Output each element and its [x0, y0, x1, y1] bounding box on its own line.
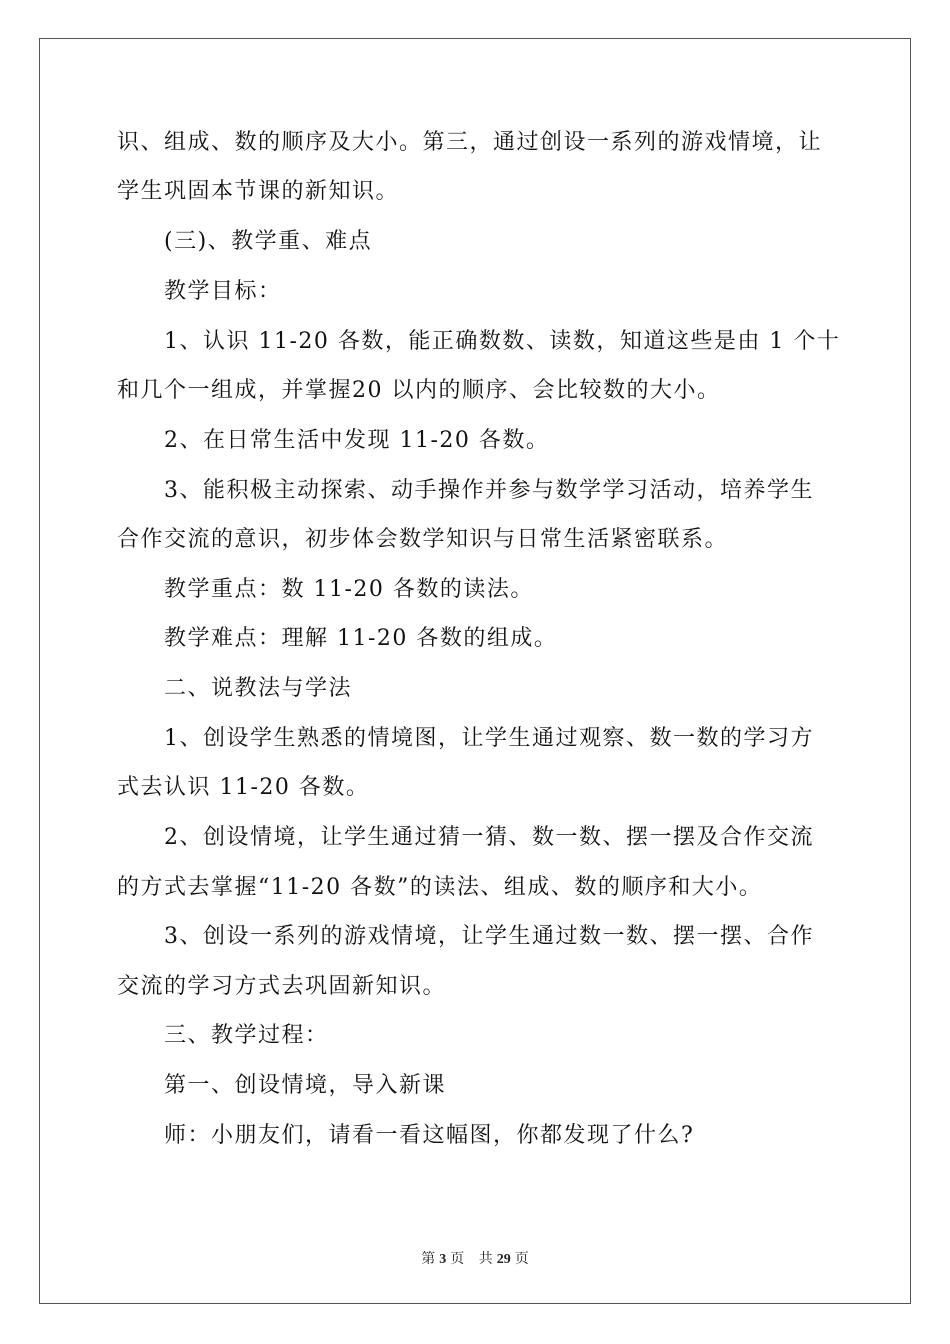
paragraph-line: 教学难点：理解 11-20 各数的组成。 [164, 626, 558, 651]
paragraph-line: 2、创设情境，让学生通过猜一猜、数一数、摆一摆及合作交流 [164, 825, 814, 850]
paragraph-line: 识、组成、数的顺序及大小。第三，通过创设一系列的游戏情境，让 [117, 130, 823, 155]
section-heading: (三)、教学重、难点 [164, 229, 373, 254]
footer-page-number: 3 [439, 1252, 447, 1267]
footer-total-prefix: 共 [478, 1252, 493, 1267]
paragraph-line: 3、能积极主动探索、动手操作并参与数学学习活动，培养学生 [164, 478, 814, 503]
footer-total-pages: 29 [496, 1252, 511, 1267]
paragraph-line: 第一、创设情境，导入新课 [164, 1073, 447, 1098]
paragraph-line: 3、创设一系列的游戏情境，让学生通过数一数、摆一摆、合作 [164, 924, 814, 949]
paragraph-line: 2、在日常生活中发现 11-20 各数。 [164, 428, 550, 453]
paragraph-line: 教学目标： [164, 279, 282, 304]
footer-page-suffix: 页 [450, 1252, 465, 1267]
section-heading: 二、说教法与学法 [164, 676, 353, 701]
paragraph-line: 1、认识 11-20 各数，能正确数数、读数，知道这些是由 1 个十 [164, 329, 841, 354]
footer-page-prefix: 第 [421, 1252, 436, 1267]
page-footer [0, 1248, 950, 1268]
footer-total-suffix: 页 [514, 1252, 529, 1267]
paragraph-line: 学生巩固本节课的新知识。 [117, 179, 400, 204]
section-heading: 三、教学过程： [164, 1023, 329, 1048]
paragraph-line: 合作交流的意识，初步体会数学知识与日常生活紧密联系。 [117, 527, 729, 552]
paragraph-line: 式去认识 11-20 各数。 [117, 775, 370, 800]
paragraph-line: 1、创设学生熟悉的情境图，让学生通过观察、数一数的学习方 [164, 726, 814, 751]
paragraph-line: 交流的学习方式去巩固新知识。 [117, 974, 447, 999]
paragraph-line: 和几个一组成，并掌握20 以内的顺序、会比较数的大小。 [117, 378, 721, 403]
paragraph-line: 的方式去掌握“11-20 各数”的读法、组成、数的顺序和大小。 [117, 875, 763, 900]
paragraph-line: 教学重点：数 11-20 各数的读法。 [164, 577, 534, 602]
paragraph-line: 师：小朋友们，请看一看这幅图，你都发现了什么? [164, 1123, 695, 1148]
